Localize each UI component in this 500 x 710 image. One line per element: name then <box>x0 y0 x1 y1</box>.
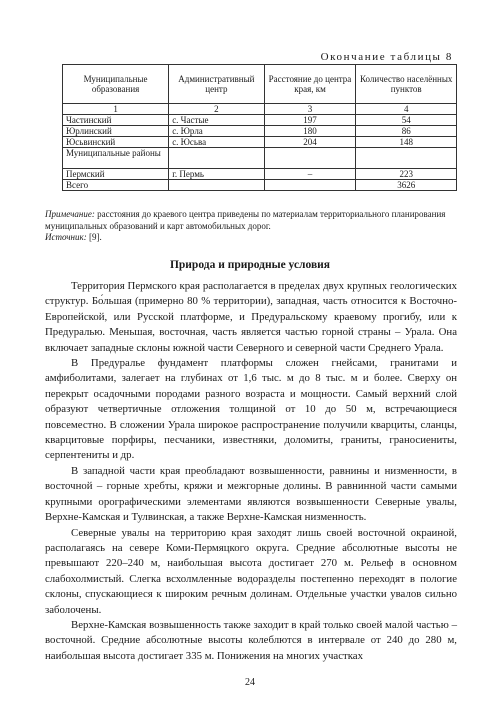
cell-municipality: Частинский <box>63 115 169 126</box>
cell-municipality: Юсьвинский <box>63 137 169 148</box>
source-line <box>45 232 457 244</box>
cell-settlements: 54 <box>356 115 457 126</box>
note-label: Примечание: <box>45 209 95 219</box>
table-row <box>63 169 457 180</box>
cell-settlements: 148 <box>356 137 457 148</box>
cell-municipality: Всего <box>63 180 169 191</box>
cell-distance: 180 <box>264 126 356 137</box>
table-row <box>63 126 457 137</box>
table-row-total <box>63 180 457 191</box>
cell-center: с. Частые <box>169 115 264 126</box>
cell-center: г. Пермь <box>169 169 264 180</box>
note-text: расстояния до краевого центра приведены по материалам территориального планирования муниципальных образований и карт автомобильных дорог. <box>45 209 446 231</box>
cell-municipality: Муниципальные районы <box>63 148 169 169</box>
section-title: Природа и природные условия <box>169 259 331 271</box>
cell-municipality: Пермский <box>63 169 169 180</box>
cell-settlements: 86 <box>356 126 457 137</box>
cell-distance: – <box>264 169 356 180</box>
table-note <box>45 209 457 244</box>
column-number: 2 <box>169 104 264 115</box>
column-number: 4 <box>356 104 457 115</box>
paragraph: Северные увалы на территорию края заходят лишь своей восточной окраиной, располагаясь на севере Коми-Пермяцкого округа. Средние абсолютные высоты не превышают 220–240 м, наибольшая высота достигает 270 м. Рельеф в основном слабохолмистый. Слегка всхолмленные водоразделы постепенно переходят в пологие склоны, спускающиеся к широким речным долинам. Отдельные участки увалов сильно заболочены. <box>45 526 457 616</box>
column-number: 1 <box>63 104 169 115</box>
body-text <box>45 279 457 664</box>
cell-center <box>169 148 264 169</box>
table-row <box>63 148 457 169</box>
paragraph: В Предуралье фундамент платформы сложен гнейсами, гранитами и амфиболитами, залегает на глубинах от 1,6 тыс. м до 8 тыс. м и более. Сверху он перекрыт осадочными породами разного возраста и мощности. Самый верхний слой образуют четвертичные отложения толщиной от 10 до 50 м, встречающиеся повсеместно. В сложении Урала широкое распространение получили кварциты, сланцы, кварцитовые порфиры, песчаники, известняки, доломиты, граниты, граносиениты, серпентениты и др. <box>45 357 457 462</box>
page-number: 24 <box>245 677 255 688</box>
header-settlements: Количество населённых пунктов <box>356 65 457 104</box>
cell-distance: 204 <box>264 137 356 148</box>
cell-distance <box>264 148 356 169</box>
paragraph: В западной части края преобладают возвышенности, равнины и низменности, в восточной – горные хребты, кряжи и межгорные долины. В равнинной части самыми крупными орографическими элементами являются возвышенности Северные увалы, Верхне-Камская и Тулвинская, а также Верхне-Камская низменность. <box>45 464 457 524</box>
header-municipality: Муниципальные образования <box>63 65 169 104</box>
header-distance: Расстояние до центра края, км <box>264 65 356 104</box>
paragraph: Территория Пермского края располагается в пределах двух крупных геологических структур. Бо́льшая (примерно 80 % территории), западная, часть относится к Восточно-Европейской, или Русской платформе, и Предуральскому краевому прогибу, или к Предуралью. Меньшая, восточная, часть является частью горной страны – Урала. Она включает западные склоны южной части Северного и северной части Среднего Урала. <box>45 280 457 354</box>
table-header-row <box>63 65 457 104</box>
table-row <box>63 115 457 126</box>
source-label: Источник: <box>45 232 87 242</box>
cell-municipality: Юрлинский <box>63 126 169 137</box>
cell-distance <box>264 180 356 191</box>
cell-settlements <box>356 148 457 169</box>
cell-settlements: 3626 <box>356 180 457 191</box>
header-admin-center: Административный центр <box>169 65 264 104</box>
municipal-table <box>62 64 457 191</box>
paragraph: Верхне-Камская возвышенность также заходит в край только своей малой частью – восточной. Средние абсолютные высоты колеблются в интервале от 240 до 280 м, наибольшая высота достигает 335 м. Понижения на многих участках <box>45 618 457 662</box>
cell-center: с. Юсьва <box>169 137 264 148</box>
source-ref: [9]. <box>88 232 102 242</box>
note-line <box>45 209 457 232</box>
column-number-row <box>63 104 457 115</box>
cell-center <box>169 180 264 191</box>
cell-center: с. Юрла <box>169 126 264 137</box>
table-caption: Окончание таблицы 8 <box>320 51 453 63</box>
cell-distance: 197 <box>264 115 356 126</box>
cell-settlements: 223 <box>356 169 457 180</box>
column-number: 3 <box>264 104 356 115</box>
table-row <box>63 137 457 148</box>
